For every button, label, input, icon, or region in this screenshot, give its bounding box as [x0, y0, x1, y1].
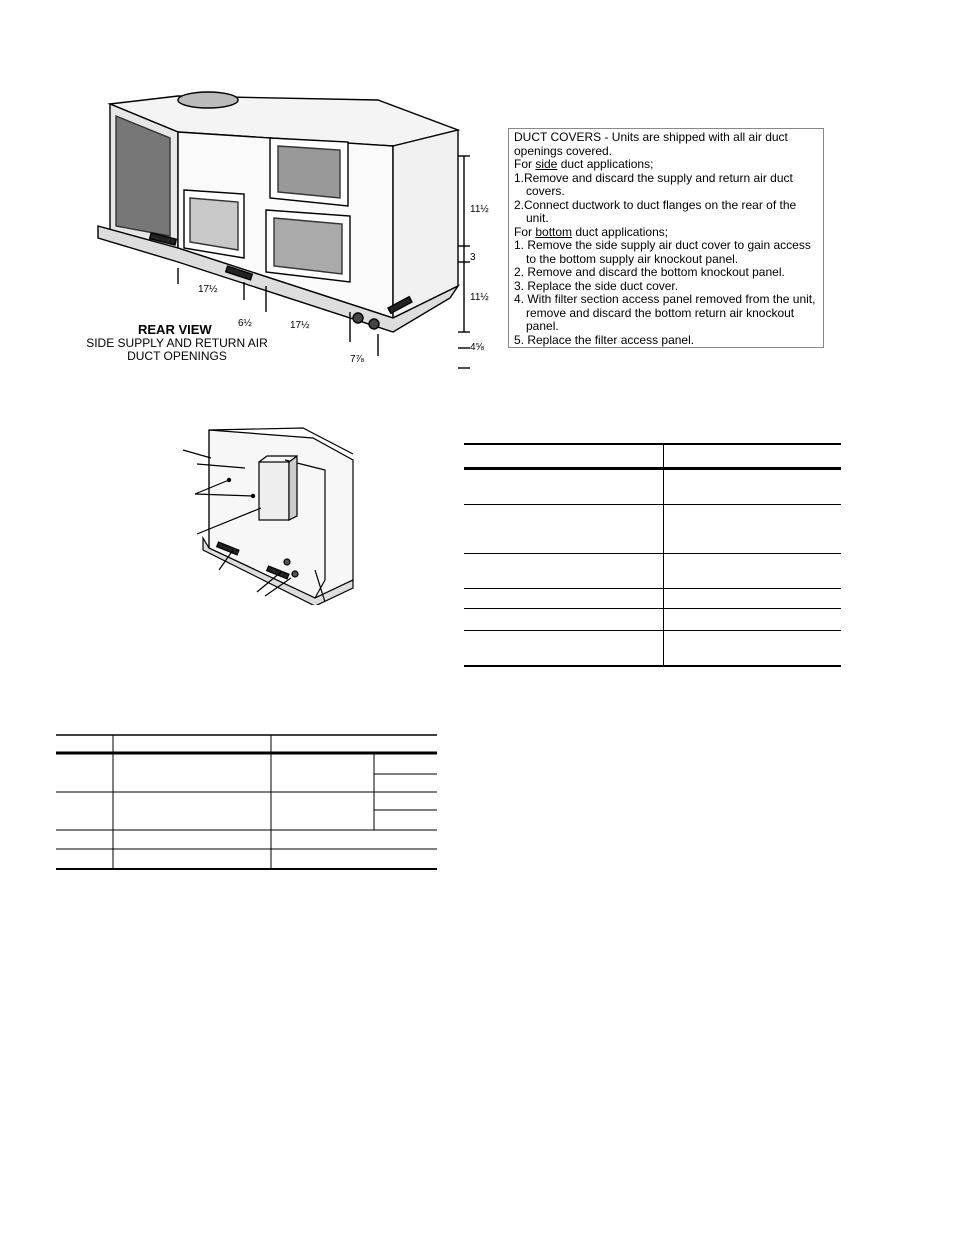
bottom-intro: [514, 226, 818, 240]
table-cell: [464, 469, 664, 505]
left-table: [56, 734, 438, 872]
table-row: [464, 469, 841, 505]
dim-return-width: 17½: [290, 320, 310, 331]
rear-view-subtitle-line2: DUCT OPENINGS: [127, 349, 227, 363]
side-intro-post: duct applications;: [557, 157, 654, 171]
table-cell: [664, 469, 842, 505]
table-row: [464, 631, 841, 667]
table-cell: [464, 609, 664, 631]
bottom-step: 3. Replace the side duct cover.: [514, 278, 679, 293]
rear-view-figure: [58, 86, 498, 376]
bottom-step: 1. Remove the side supply air duct cover to gain access to the bottom supply air knockout panel.: [514, 238, 811, 266]
table-cell: [464, 554, 664, 589]
dim-offset: 7⅞: [350, 354, 364, 365]
side-step: 1.Remove and discard the supply and return air duct covers.: [514, 170, 793, 198]
dim-lower-height: 11½: [470, 292, 489, 303]
table-row: [464, 609, 841, 631]
dim-base: 4⅝: [470, 342, 484, 353]
table-cell: [664, 609, 842, 631]
duct-covers-note: [508, 128, 824, 348]
table-cell: [664, 505, 842, 554]
table-cell: [464, 631, 664, 667]
bottom-step: 4. With filter section access panel removed from the unit, remove and discard the bottom return air knockout panel.: [514, 292, 816, 333]
table-cell: [664, 631, 842, 667]
table-row: [464, 589, 841, 609]
dim-supply-width: 17½: [198, 284, 218, 295]
duct-covers-heading: DUCT COVERS - Units are shipped with all air duct openings covered.: [514, 130, 788, 158]
table-cell: [464, 444, 664, 469]
rear-view-title: REAR VIEW: [138, 322, 212, 337]
side-intro: [514, 158, 818, 172]
side-intro-word: side: [535, 157, 558, 171]
bottom-step: 5. Replace the filter access panel.: [514, 332, 695, 347]
bottom-intro-post: duct applications;: [572, 224, 669, 239]
table-row: [464, 554, 841, 589]
rear-view-subtitle-line1: SIDE SUPPLY AND RETURN AIR: [86, 336, 268, 350]
table-cell: [464, 589, 664, 609]
right-table: [464, 443, 841, 667]
rear-view-subtitle: [82, 337, 272, 363]
side-step: 2.Connect ductwork to duct flanges on the rear of the unit.: [514, 197, 797, 225]
side-view-figure: [175, 420, 375, 605]
table-cell: [664, 589, 842, 609]
table-header-row: [464, 444, 841, 469]
unit-rear-illustration: [58, 86, 498, 376]
bottom-intro-pre: For: [514, 224, 536, 239]
table-row: [464, 505, 841, 554]
side-intro-pre: For: [514, 157, 536, 171]
table-cell: [664, 554, 842, 589]
bottom-step: 2. Remove and discard the bottom knockout panel.: [514, 265, 785, 279]
dim-upper-height: 11½: [470, 204, 489, 215]
unit-side-illustration: [175, 420, 375, 605]
table-cell: [464, 505, 664, 554]
dim-gap: 6½: [238, 318, 252, 329]
dim-spacing: 3: [470, 252, 476, 263]
table-cell: [664, 444, 842, 469]
bottom-intro-word: bottom: [535, 224, 573, 239]
